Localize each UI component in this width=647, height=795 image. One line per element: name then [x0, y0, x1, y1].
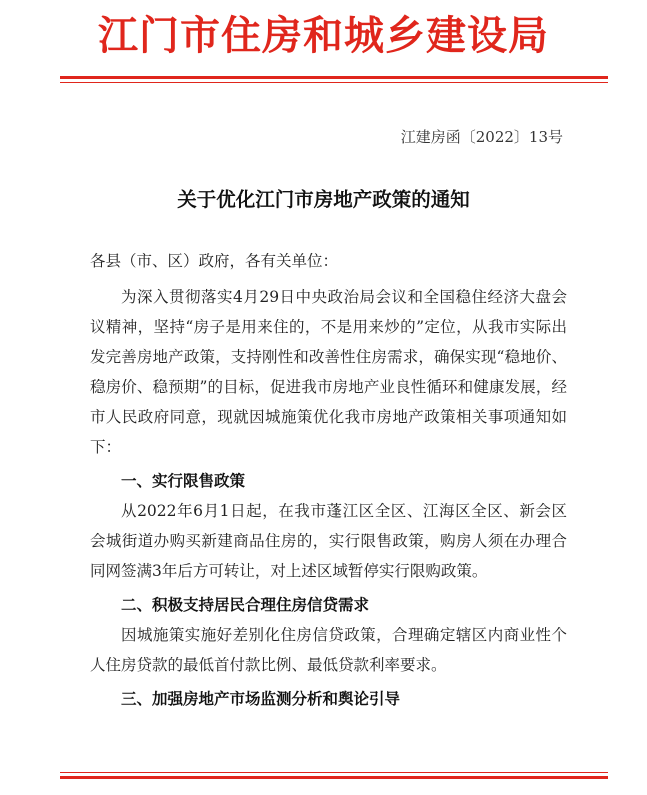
masthead-red-rule — [60, 76, 608, 79]
section-heading: 三、加强房地产市场监测分析和舆论引导 — [121, 689, 401, 708]
masthead-red-rule-thin — [60, 82, 608, 83]
document-body — [90, 246, 567, 714]
section-paragraph: 因城施策实施好差别化住房信贷政策，合理确定辖区内商业性个人住房贷款的最低首付款比例、最低贷款利率要求。 — [90, 626, 567, 674]
document-title: 关于优化江门市房地产政策的通知 — [177, 188, 470, 211]
footer-red-rule-thin — [60, 772, 608, 773]
footer-red-rule — [60, 776, 608, 779]
salutation: 各县（市、区）政府，各有关单位： — [90, 252, 339, 270]
section-heading: 二、积极支持居民合理住房信贷需求 — [121, 595, 370, 614]
section-heading: 一、实行限售政策 — [121, 471, 246, 490]
section-paragraph: 从2022年6月1日起，在我市蓬江区全区、江海区全区、新会区会城街道办购买新建商品住房的，实行限售政策，购房人须在办理合同网签满3年后方可转让，对上述区域暂停实行限购政策。 — [90, 502, 567, 580]
intro-paragraph: 为深入贯彻落实4月29日中央政治局会议和全国稳住经济大盘会议精神，坚持“房子是用来住的，不是用来炒的”定位，从我市实际出发完善房地产政策，支持刚性和改善性住房需求，确保实现“稳地价、稳房价、稳预期”的目标，促进我市房地产业良性循环和健康发展，经市人民政府同意，现就因城施策优化我市房地产政策相关事项通知如下： — [90, 288, 567, 456]
masthead: 江门市住房和城乡建设局 — [98, 12, 549, 59]
document-number: 江建房函〔2022〕13号 — [400, 128, 563, 146]
